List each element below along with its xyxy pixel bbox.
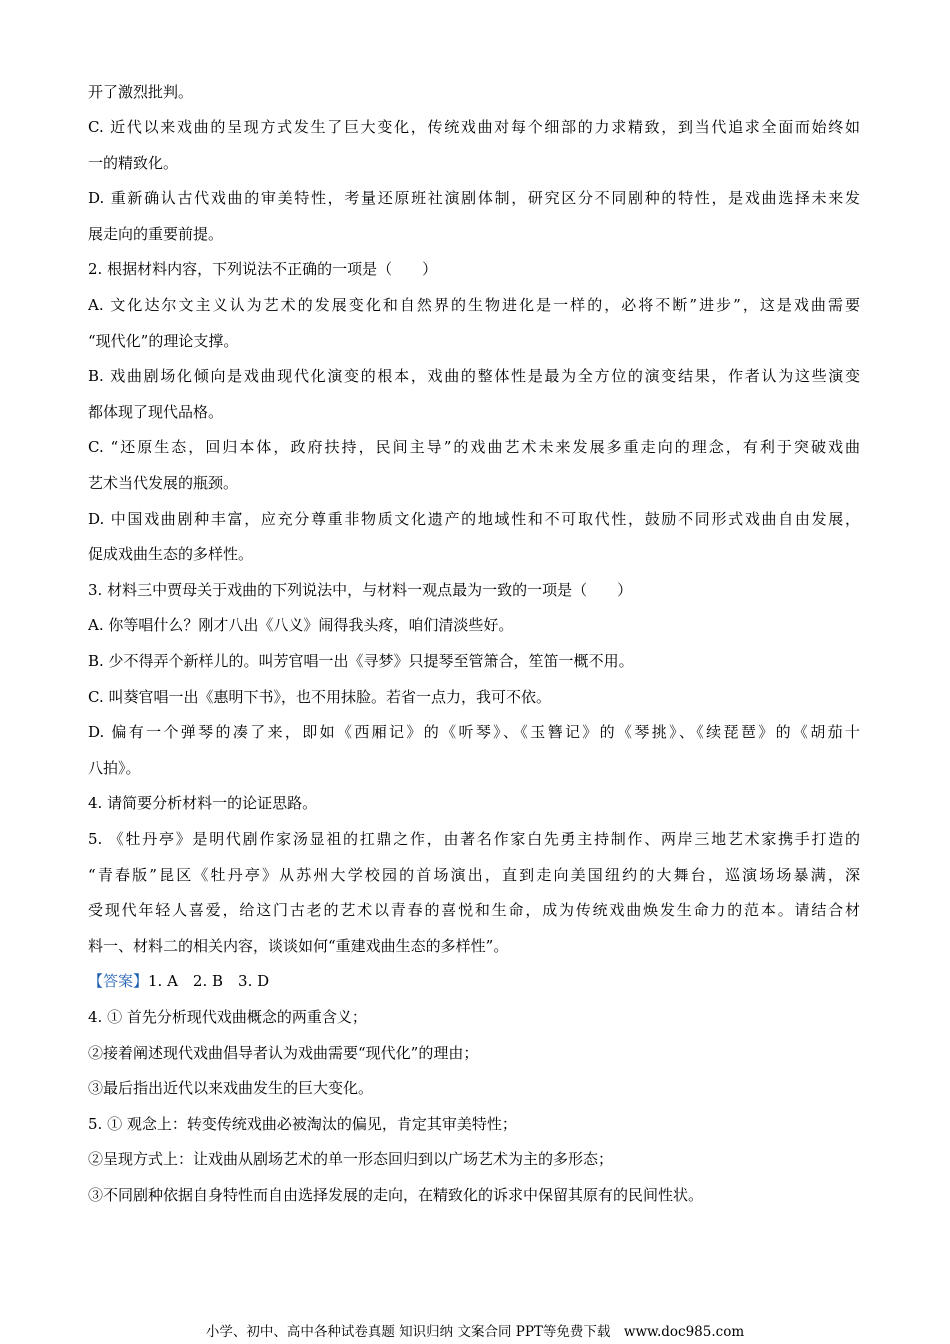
page-footer: 小学、初中、高中各种试卷真题 知识归纳 文案合同 PPT等免费下载 www.doc985.com (205, 1324, 745, 1340)
option-2d: D. 中国戏曲剧种丰富，应充分尊重非物质文化遗产的地域性和不可取代性，鼓励不同形式戏曲自由发展， (88, 510, 860, 528)
option-3b: B. 少不得弄个新样儿的。叫芳官唱一出《寻梦》只提琴至管箫合，笙笛一概不用。 (88, 652, 634, 670)
question-5: 5. 《牡丹亭》是明代剧作家汤显祖的扛鼎之作，由著名作家白先勇主持制作、两岸三地艺术家携手打造的 (88, 830, 860, 848)
option-2c: C. “还原生态，回归本体，政府扶持，民间主导”的戏曲艺术未来发展多重走向的理念，有利于突破戏曲 (88, 438, 860, 456)
option-2a: A. 文化达尔文主义认为艺术的发展变化和自然界的生物进化是一样的，必将不断”进步”，这是戏曲需要 (88, 296, 860, 314)
text-line: C. 近代以来戏曲的呈现方式发生了巨大变化，传统戏曲对每个细部的力求精致，到当代追求全面而始终如 (88, 118, 860, 136)
text-line: 艺术当代发展的瓶颈。 (88, 474, 239, 492)
question-2: 2. 根据材料内容，下列说法不正确的一项是（ ） (88, 260, 438, 278)
text-line: 促成戏曲生态的多样性。 (88, 545, 254, 563)
text-line: 料一、材料二的相关内容，谈谈如何“重建戏曲生态的多样性”。 (88, 937, 509, 955)
question-3: 3. 材料三中贾母关于戏曲的下列说法中，与材料一观点最为一致的一项是（ ） (88, 581, 633, 599)
answer-line: ③不同剧种依据自身特性而自由选择发展的走向，在精致化的诉求中保留其原有的民间性状。 (88, 1186, 704, 1204)
answer-line: ②呈现方式上：让戏曲从剧场艺术的单一形态回归到以广场艺术为主的多形态； (88, 1150, 614, 1168)
text-line: 开了激烈批判。 (88, 83, 194, 101)
text-line: 八拍》。 (88, 759, 141, 777)
answer-line: ②接着阐述现代戏曲倡导者认为戏曲需要“现代化”的理由； (88, 1044, 479, 1062)
answer-text: 1. A 2. B 3. D (148, 972, 270, 990)
text-line: “青春版”昆区《牡丹亭》从苏州大学校园的首场演出，直到走向美国纽约的大舞台，巡演场场暴满，深 (88, 866, 860, 884)
text-line: 展走向的重要前提。 (88, 225, 224, 243)
text-line: D. 重新确认古代戏曲的审美特性，考量还原班社演剧体制，研究区分不同剧种的特性，是戏曲选择未来发 (88, 189, 860, 207)
option-3a: A. 你等唱什么？刚才八出《八义》闹得我头疼，咱们清淡些好。 (88, 616, 514, 634)
text-line: 受现代年轻人喜爱，给这门古老的艺术以青春的喜悦和生命，成为传统戏曲焕发生命力的范本。请结合材 (88, 901, 860, 919)
text-line: “现代化”的理论支撑。 (88, 332, 239, 350)
option-3d: D. 偏有一个弹琴的凑了来，即如《西厢记》的《听琴》、《玉簪记》的《琴挑》、《续琵琶》的《胡茄十 (88, 723, 860, 741)
option-2b: B. 戏曲剧场化倾向是戏曲现代化演变的根本，戏曲的整体性是最为全方位的演变结果，作者认为这些演变 (88, 367, 860, 385)
question-4: 4. 请简要分析材料一的论证思路。 (88, 794, 318, 812)
answer-line (88, 971, 860, 991)
text-line: 一的精致化。 (88, 154, 179, 172)
answer-line: 5. ① 观念上：转变传统戏曲必被淘汰的偏见，肯定其审美特性； (88, 1115, 517, 1133)
answer-line: 4. ① 首先分析现代戏曲概念的两重含义； (88, 1008, 367, 1026)
option-3c: C. 叫葵官唱一出《惠明下书》，也不用抹脸。若省一点力，我可不依。 (88, 688, 551, 706)
answer-line: ③最后指出近代以来戏曲发生的巨大变化。 (88, 1079, 374, 1097)
answer-tag: 【答案】 (88, 972, 149, 990)
text-line: 都体现了现代品格。 (88, 403, 224, 421)
